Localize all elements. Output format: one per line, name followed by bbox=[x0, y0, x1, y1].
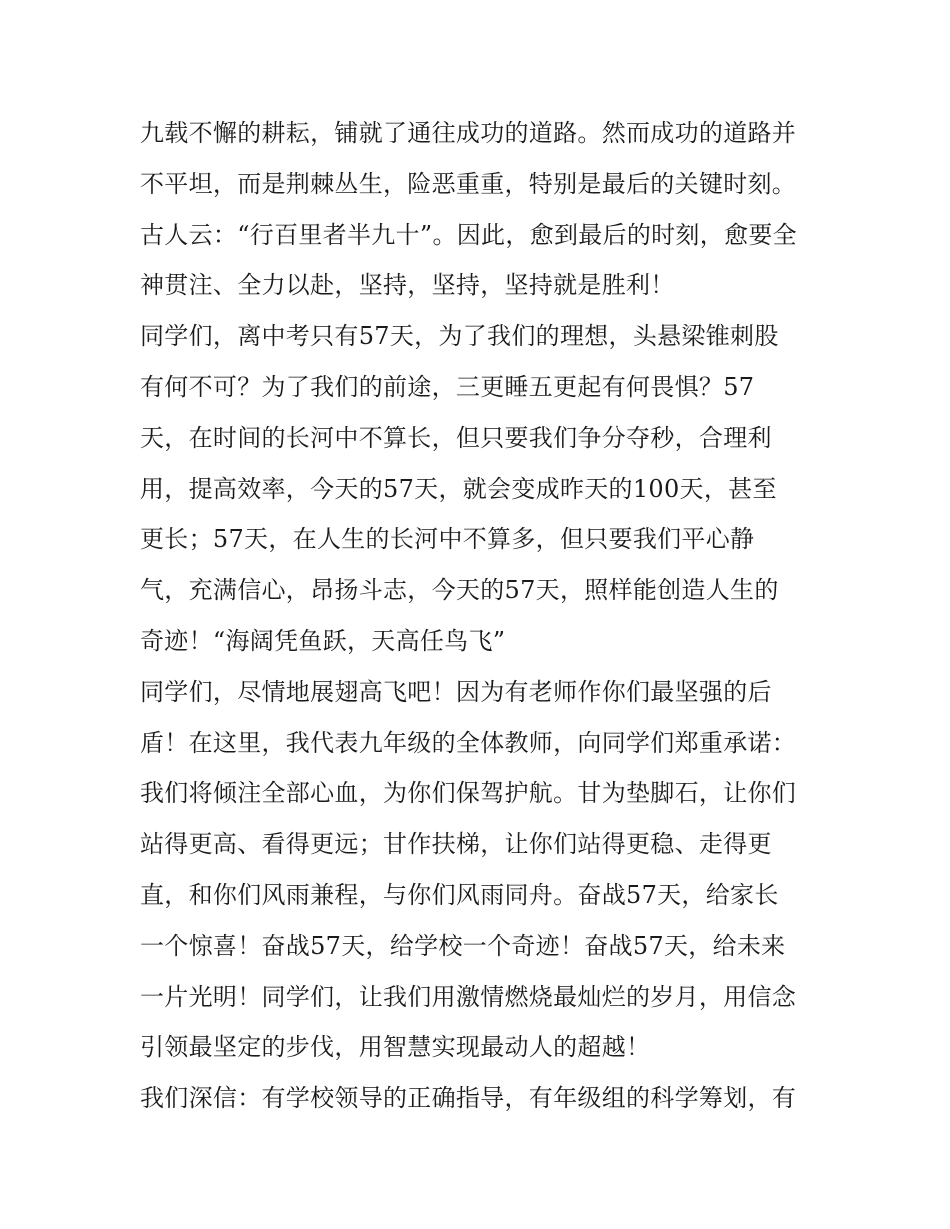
text-line: 引领最坚定的步伐，用智慧实现最动人的超越！ bbox=[140, 1033, 651, 1062]
text-line: 同学们，尽情地展翅高飞吧！因为有老师作你们最坚强的后 bbox=[140, 677, 772, 706]
text-line: 神贯注、全力以赴，坚持，坚持，坚持就是胜利！ bbox=[140, 271, 675, 300]
text-line: 用，提高效率，今天的57天，就会变成昨天的100天，甚至 bbox=[140, 474, 777, 503]
text-line: 直，和你们风雨兼程，与你们风雨同舟。奋战57天，给家长 bbox=[140, 880, 779, 909]
body-text bbox=[140, 108, 820, 1124]
text-line: 我们深信：有学校领导的正确指导，有年级组的科学筹划，有 bbox=[140, 1084, 797, 1113]
text-line: 不平坦，而是荆棘丛生，险恶重重，特别是最后的关键时刻。 bbox=[140, 169, 797, 198]
text-line: 站得更高、看得更远；甘作扶梯，让你们站得更稳、走得更 bbox=[140, 830, 772, 859]
text-line: 古人云：“行百里者半九十”。因此，愈到最后的时刻，愈要全 bbox=[140, 220, 797, 249]
text-line: 有何不可？为了我们的前途，三更睡五更起有何畏惧？57 bbox=[140, 372, 755, 401]
text-line: 奇迹！“海阔凭鱼跃，天高任鸟飞” bbox=[140, 626, 506, 655]
text-line: 同学们，离中考只有57天，为了我们的理想，头悬梁锥刺股 bbox=[140, 322, 779, 351]
text-line: 更长；57天，在人生的长河中不算多，但只要我们平心静 bbox=[140, 525, 755, 554]
text-line: 气，充满信心，昂扬斗志，今天的57天，照样能创造人生的 bbox=[140, 576, 779, 605]
text-line: 天，在时间的长河中不算长，但只要我们争分夺秒，合理利 bbox=[140, 423, 772, 452]
text-line: 盾！在这里，我代表九年级的全体教师，向同学们郑重承诺： bbox=[140, 728, 797, 757]
text-line: 一片光明！同学们，让我们用激情燃烧最灿烂的岁月，用信念 bbox=[140, 982, 797, 1011]
text-line: 九载不懈的耕耘，铺就了通往成功的道路。然而成功的道路并 bbox=[140, 119, 797, 147]
text-line: 一个惊喜！奋战57天，给学校一个奇迹！奋战57天，给未来 bbox=[140, 931, 786, 960]
text-line: 我们将倾注全部心血，为你们保驾护航。甘为垫脚石，让你们 bbox=[140, 779, 797, 808]
